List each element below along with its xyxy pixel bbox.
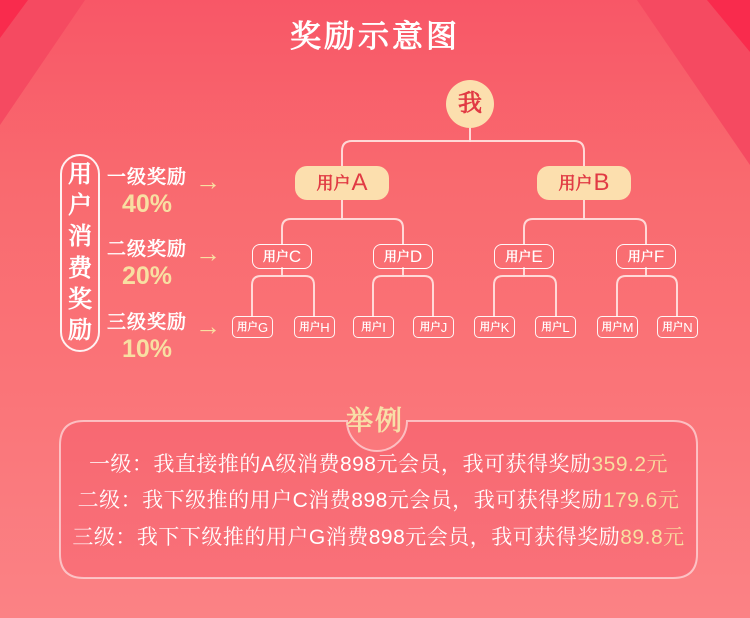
example-line-2	[60, 484, 697, 514]
node-letter: C	[288, 247, 302, 266]
node-letter: K	[500, 319, 510, 335]
reward-amount: 359.2元	[591, 453, 669, 476]
side-label-char: 奖	[68, 285, 92, 313]
example-line-text: 三级：我下下级推的用户G消费898元会员，我可获得奖励	[72, 526, 621, 549]
node-letter: D	[409, 247, 423, 266]
node-label: 用户	[316, 173, 351, 193]
side-label-char: 励	[68, 316, 92, 344]
example-line-1	[60, 448, 697, 478]
node-label: 用户	[479, 320, 501, 333]
level1-percent: 40%	[121, 190, 173, 218]
node-label: 用户	[262, 249, 289, 264]
right-arrow-icon: →	[195, 311, 221, 341]
reward-amount: 89.8元	[620, 526, 685, 549]
node-label: 用户	[505, 249, 532, 264]
node-letter: H	[320, 319, 330, 335]
page-title: 奖励示意图	[290, 19, 460, 54]
node-letter: A	[351, 169, 368, 196]
node-label: 用户	[361, 320, 383, 333]
node-label: 用户	[601, 320, 623, 333]
level2-label-text: 二级奖励	[106, 239, 187, 260]
side-label-char: 用	[68, 161, 92, 189]
node-letter: F	[653, 247, 665, 266]
level1-label-text: 一级奖励	[106, 167, 187, 188]
example-line-3	[60, 521, 697, 551]
node-label: 用户	[236, 320, 258, 333]
tree-node-me: 我	[446, 80, 494, 128]
node-letter: J	[440, 319, 448, 335]
side-label-char: 费	[68, 254, 92, 282]
reward-amount: 179.6元	[602, 489, 680, 512]
node-label: 用户	[627, 249, 654, 264]
right-arrow-icon: →	[195, 166, 221, 196]
node-label: 用户	[299, 320, 321, 333]
node-letter: L	[562, 319, 570, 335]
node-letter: N	[683, 319, 693, 335]
right-arrow-icon: →	[195, 238, 221, 268]
level3-percent: 10%	[121, 335, 173, 363]
example-badge: 举例	[346, 406, 404, 436]
node-letter: G	[257, 319, 269, 335]
level3-label-text: 三级奖励	[106, 312, 187, 333]
side-label-char: 户	[68, 192, 92, 220]
node-letter: I	[382, 319, 386, 335]
level2-percent: 20%	[121, 262, 173, 290]
node-label: 用户	[383, 249, 410, 264]
node-label: 用户	[662, 320, 684, 333]
node-label: 用户	[541, 320, 563, 333]
example-line-text: 二级：我下级推的用户C消费898元会员，我可获得奖励	[77, 489, 603, 512]
node-letter: E	[531, 247, 543, 266]
node-letter: M	[622, 319, 634, 335]
node-label: 用户	[558, 173, 593, 193]
node-label: 用户	[419, 320, 441, 333]
side-label-char: 消	[68, 223, 92, 251]
example-line-text: 一级：我直接推的A级消费898元会员，我可获得奖励	[88, 453, 592, 476]
node-letter: B	[593, 169, 610, 196]
